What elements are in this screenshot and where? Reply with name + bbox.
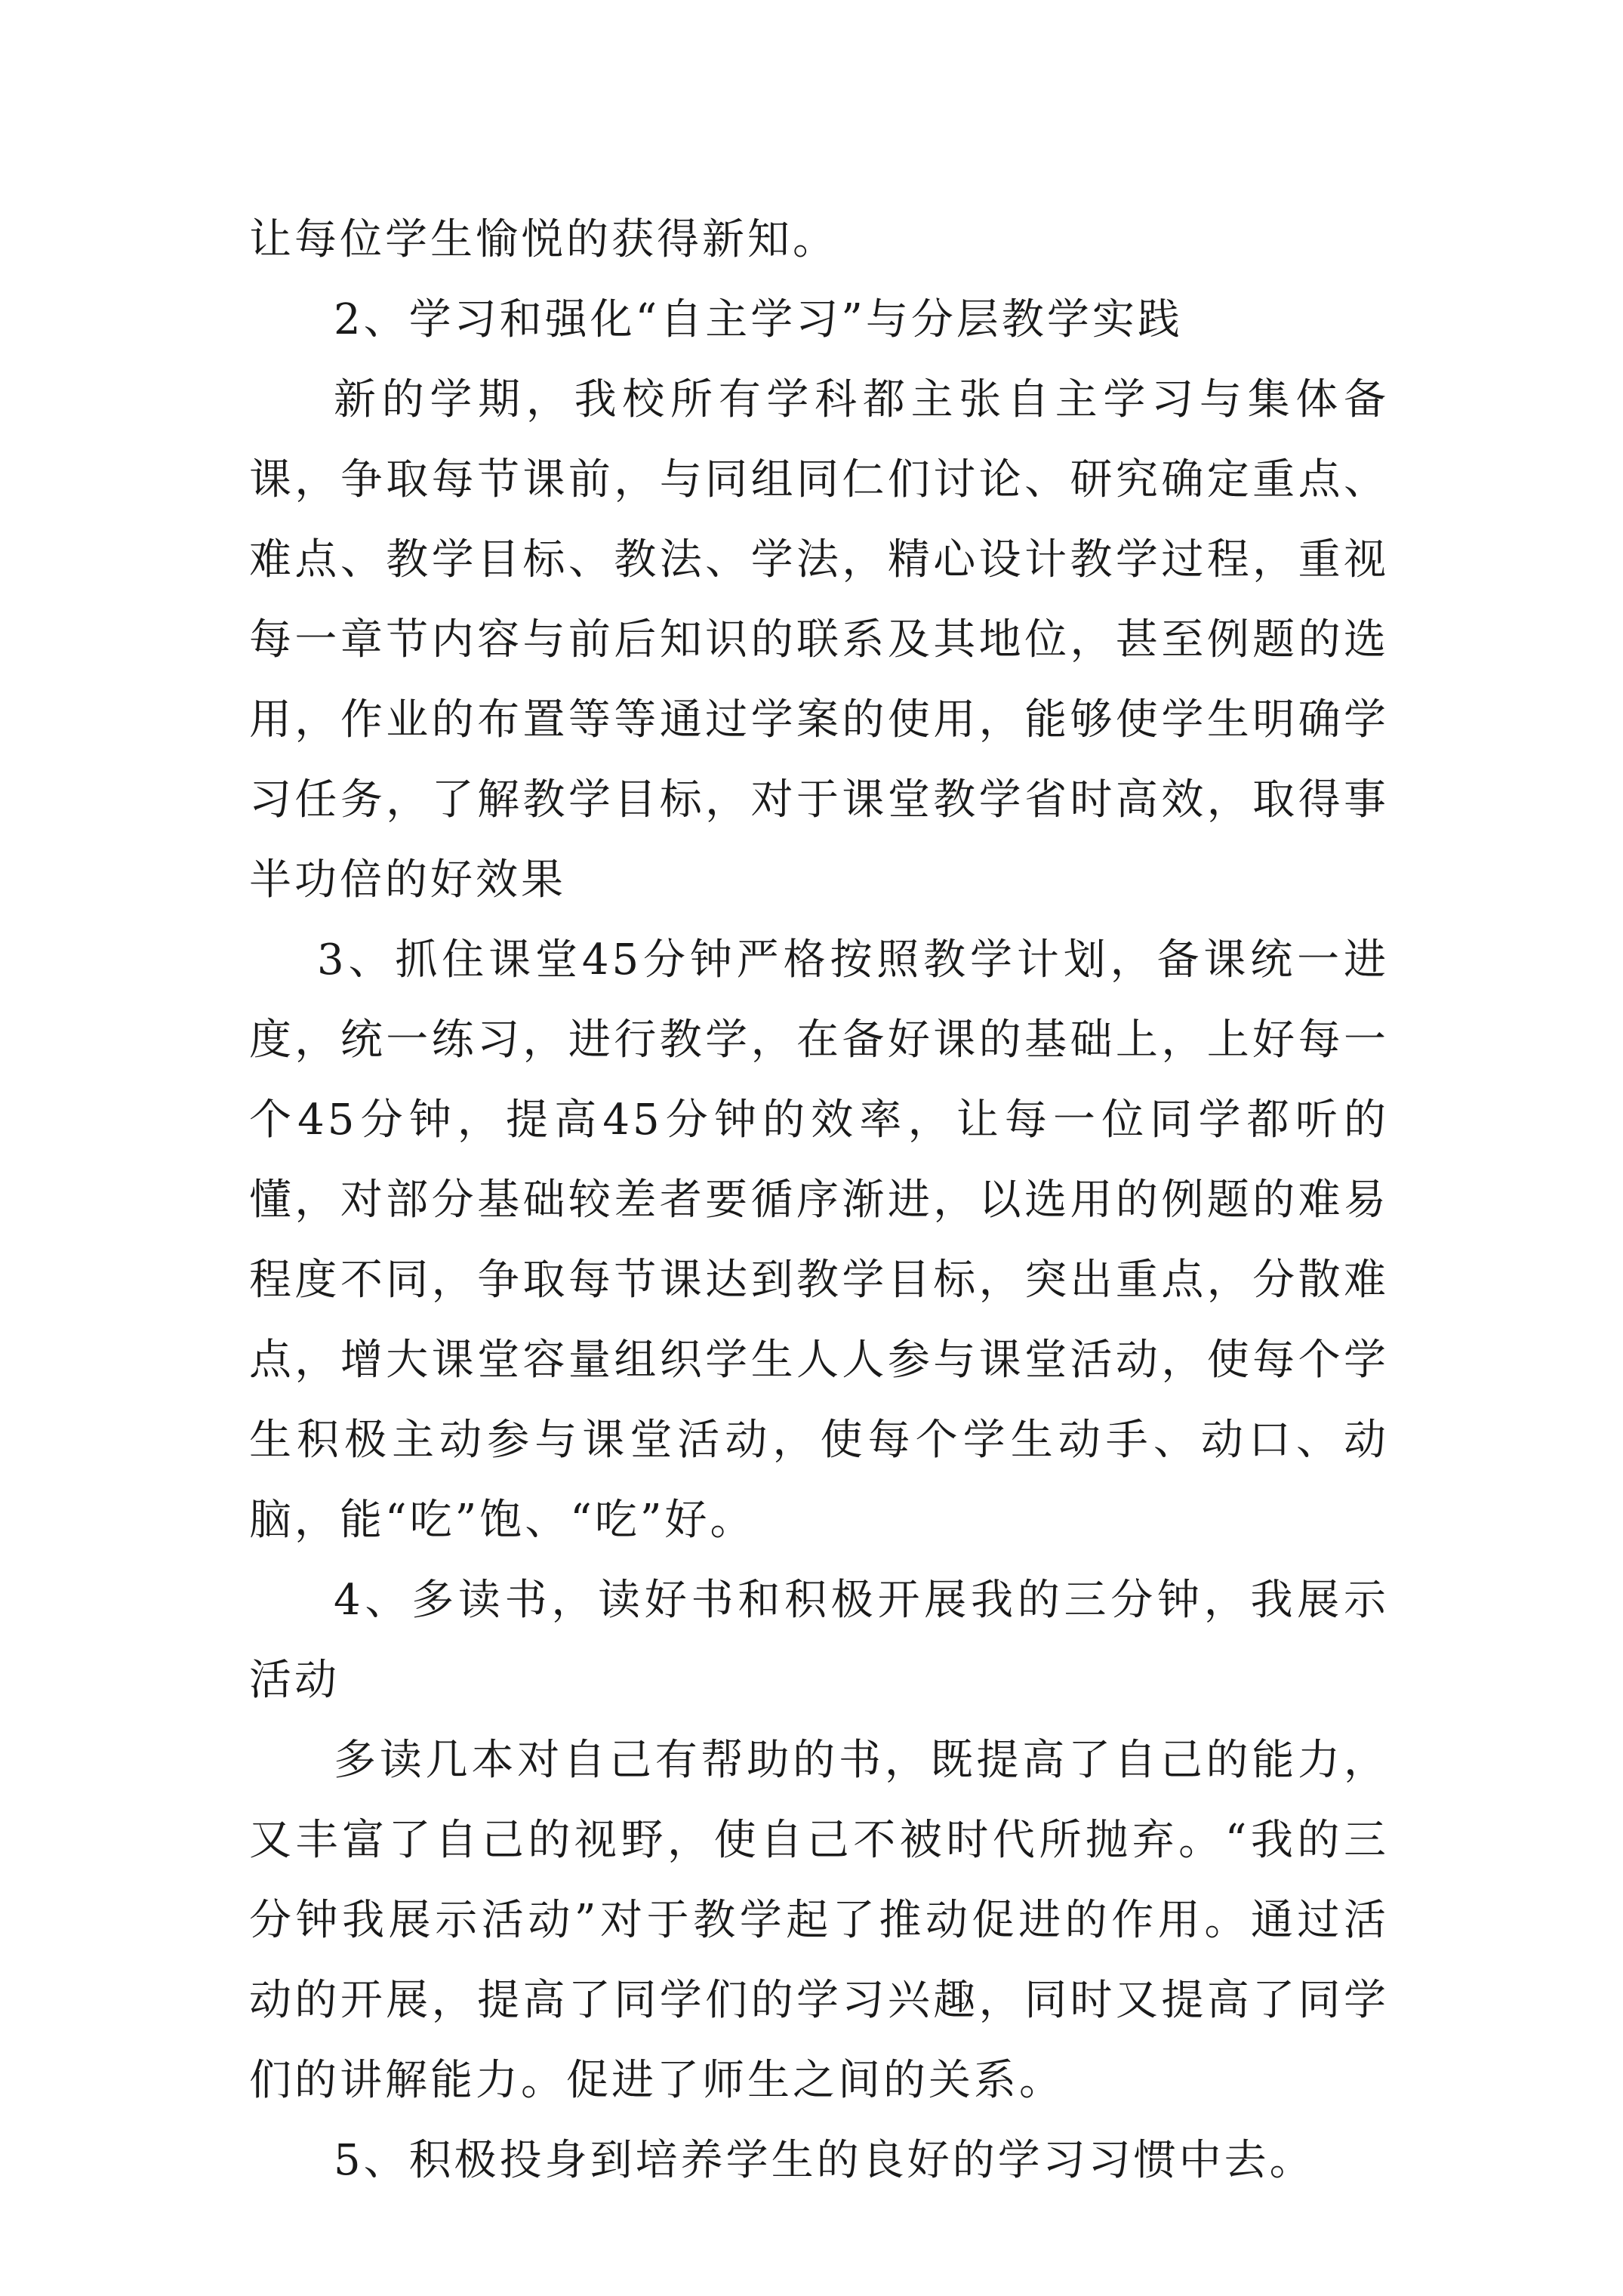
body-text [249, 200, 1389, 2201]
paragraph-new-semester: 新的学期，我校所有学科都主张自主学习与集体备课，争取每节课前，与同组同仁们讨论、研究确定重点、难点、教学目标、教法、学法，精心设计教学过程，重视每一章节内容与前后知识的联系及其地位，甚至例题的选用，作业的布置等等通过学案的使用，能够使学生明确学习任务，了解教学目标，对于课堂教学省时高效，取得事半功倍的好效果 [249, 375, 1389, 905]
paragraph-reading: 多读几本对自己有帮助的书，既提高了自己的能力，又丰富了自己的视野，使自己不被时代所抛弃。“我的三分钟我展示活动”对于教学起了推动促进的作用。通过活动的开展，提高了同学们的学习兴趣，同时又提高了同学们的讲解能力。促进了师生之间的关系。 [249, 1736, 1389, 2105]
paragraph-continuation: 让每位学生愉悦的获得新知。 [249, 215, 838, 264]
heading-item-2: 2、学习和强化“自主学习”与分层教学实践 [334, 295, 1183, 344]
heading-item-3-paragraph: 3、抓住课堂45分钟严格按照教学计划，备课统一进度，统一练习，进行教学，在备好课的基础上，上好每一个45分钟，提高45分钟的效率，让每一位同学都听的懂，对部分基础较差者要循序渐进，以选用的例题的难易程度不同，争取每节课达到教学目标，突出重点，分散难点，增大课堂容量组织学生人人参与课堂活动，使每个学生积极主动参与课堂活动，使每个学生动手、动口、动脑，能“吃”饱、“吃”好。 [249, 935, 1389, 1545]
heading-item-5: 5、积极投身到培养学生的良好的学习习惯中去。 [334, 2136, 1315, 2185]
heading-item-4: 4、多读书，读好书和积极开展我的三分钟，我展示活动 [249, 1576, 1389, 1705]
